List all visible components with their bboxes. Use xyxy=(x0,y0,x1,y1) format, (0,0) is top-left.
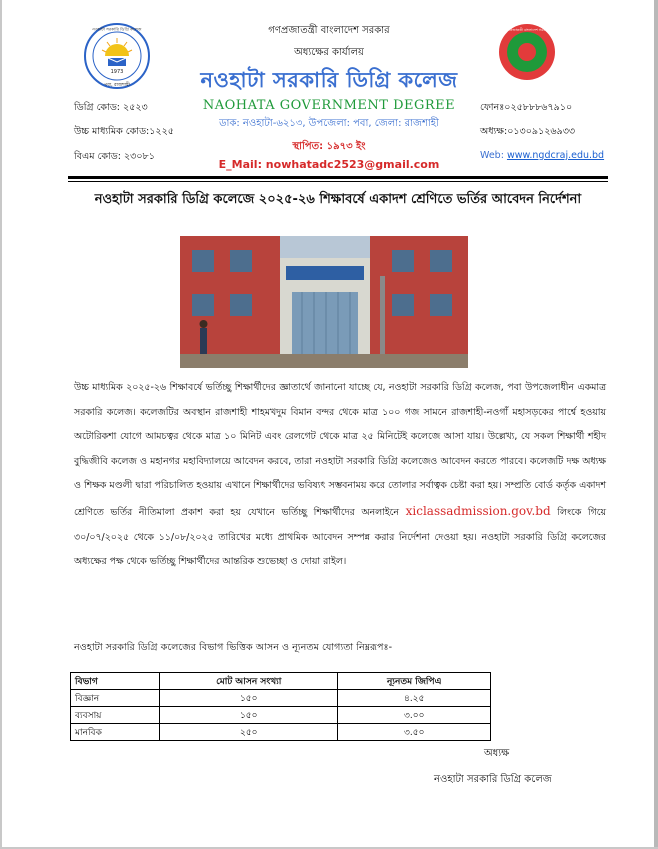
notice-body-part1: উচ্চ মাধ্যমিক ২০২৫-২৬ শিক্ষাবর্ষে ভর্তিচ্ছু শিক্ষার্থীদের জ্ঞাতার্থে জানানো যাচ্ছে যে, নওহাটা সরকারি ডিগ্রি কলেজ, পবা উপজেলাধীন একমাত্র সরকারি কলেজ। কলেজটির অবস্থান রাজশাহী শাহমখদুম বিমান বন্দর থেকে মাত্র ১০০ গজ সামনে রাজশাহী-নওগাঁ মহাসড়কের পার্শ্বে হওয়ায় অটোরিকশা যোগে আমচত্বর থেকে মাত্র ১০ মিনিট এবং রেলগেট থেকে মাত্র ২৫ মিনিটেই কলেজে আসা যায়। উল্লেখ্য, যে সকল শিক্ষার্থী শহীদ বুদ্ধিজীবি কলেজ ও মহানগর মহাবিদ্যালয়ে আবেদন করবে, তারা নওহাটা সরকারি ডিগ্রি কলেজেও আবেদন করতে পারবে। কলেজটি দক্ষ অধ্যক্ষ ও শিক্ষক মণ্ডলী দ্বারা পরিচালিত হওয়ায় এখানে শিক্ষার্থীদের ভবিষ্যৎ সম্ভবনাময় করে তোলার সর্বাত্বক চেষ্টা করা হয়। সম্প্রতি বোর্ড কর্তৃক একাদশ শ্রেণিতে ভর্তির নীতিমালা প্রকাশ করা হয় যেখানে ভর্তিচ্ছু শিক্ষার্থীদের অনলাইনে xyxy=(74,382,606,518)
table-row xyxy=(71,707,491,724)
degree-code: ডিগ্রি কোড: ২৫২৩ xyxy=(74,102,148,113)
website-label: Web: xyxy=(480,150,504,161)
college-gate-photo xyxy=(180,236,468,368)
seal-text: গণপ্রজাতন্ত্রী বাংলাদেশ সরকার xyxy=(505,28,549,32)
bm-code: বিএম কোড: ২৩০৮১ xyxy=(74,151,155,162)
cell-gpa: ৪.২৫ xyxy=(338,690,491,707)
logo-left-bottom-text: পবা, রাজশাহী xyxy=(104,83,130,88)
seats-table xyxy=(70,672,491,741)
table-row xyxy=(71,690,491,707)
cell-gpa: ৩.৫০ xyxy=(338,724,491,741)
cell-seats: ১৫০ xyxy=(160,707,338,724)
table-header-row xyxy=(71,673,491,690)
notice-title: নওহাটা সরকারি ডিগ্রি কলেজে ২০২৫-২৬ শিক্ষাবর্ষে একাদশ শ্রেণিতে ভর্তির আবেদন নির্দেশনা xyxy=(94,192,582,207)
office-title: অধ্যক্ষের কার্যালয় xyxy=(294,47,364,58)
logo-left-top-text: নওহাটা সরকারি ডিগ্রি কলেজ xyxy=(92,26,142,32)
college-name-en: NAOHATA GOVERNMENT DEGREE xyxy=(202,98,456,113)
college-name-bn: নওহাটা সরকারি ডিগ্রি কলেজ xyxy=(200,68,458,92)
hsc-code: উচ্চ মাধ্যমিক কোড:১২২৫ xyxy=(74,126,174,137)
cell-department: বিজ্ঞান xyxy=(71,690,160,707)
signature-title: অধ্যক্ষ xyxy=(484,748,510,759)
signature-college: নওহাটা সরকারি ডিগ্রি কলেজ xyxy=(434,774,552,785)
logo-year: 1973 xyxy=(110,69,124,75)
phone-number: ফোনঃ০২৫৮৮৮৬৭৯১০ xyxy=(480,102,573,113)
table-row xyxy=(71,724,491,741)
notice-body-part2: লিংকে গিয়ে ৩০/০৭/২০২৫ থেকে ১১/০৮/২০২৫ তারিখের মধ্যে প্রাথমিক আবেদন সম্পন্ন করার নির্দেশনা দেওয়া হয়। নওহাটা সরকারি ডিগ্রি কলেজের অধ্যক্ষের পক্ষ থেকে ভর্তিচ্ছু শিক্ষার্থীদের আন্তরিক শুভেচ্ছা ও দোয়া রাইল। xyxy=(74,506,607,568)
cell-department: মানবিক xyxy=(71,724,160,741)
college-email: E_Mail: nowhatadc2523@gmail.com xyxy=(218,158,440,171)
website-link[interactable]: www.ngdcraj.edu.bd xyxy=(506,150,605,161)
college-address: ডাক: নওহাটা-৬২১৩, উপজেলা: পবা, জেলা: রাজশাহী xyxy=(219,118,439,129)
cell-seats: ২৫০ xyxy=(160,724,338,741)
cell-department: ব্যবসায় xyxy=(71,707,160,724)
cell-gpa: ৩.০০ xyxy=(338,707,491,724)
table-intro: নওহাটা সরকারি ডিগ্রি কলেজের বিভাগ ভিত্তিক আসন ও ন্যূনতম যোগ্যতা নিম্নরূপঃ- xyxy=(74,642,393,653)
header-min-gpa: ন্যূনতম জিপিএ xyxy=(338,673,491,690)
cell-seats: ১৫০ xyxy=(160,690,338,707)
header-total-seats: মোট আসন সংখ্যা xyxy=(160,673,338,690)
header-divider-thick xyxy=(68,176,608,179)
admission-link[interactable]: xiclassadmission.gov.bd xyxy=(405,503,551,518)
website xyxy=(480,150,604,161)
principal-phone: অধ্যক্ষ:০১৩০৯১২৬৯৩৩ xyxy=(480,126,576,137)
header-department: বিভাগ xyxy=(71,673,160,690)
header-divider-thin xyxy=(68,181,608,182)
notice-body xyxy=(74,376,606,575)
established-year: স্থাপিত: ১৯৭৩ ইং xyxy=(292,141,366,152)
government-title: গণপ্রজাতন্ত্রী বাংলাদেশ সরকার xyxy=(268,25,390,36)
